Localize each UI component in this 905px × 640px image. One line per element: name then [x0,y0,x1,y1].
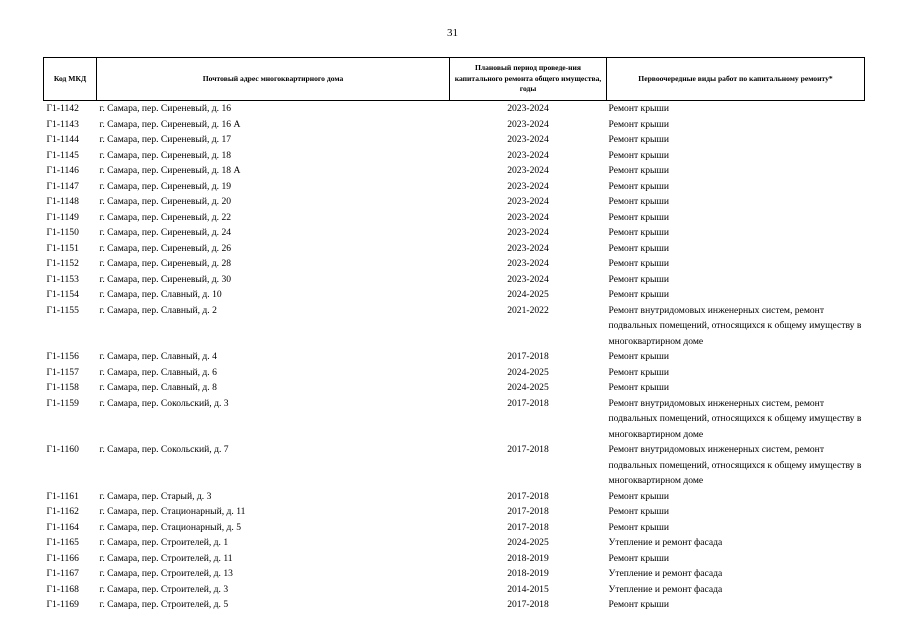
table-row [44,442,865,489]
row-works: Ремонт крыши [608,103,669,114]
table-row [44,148,865,164]
row-code: Г1-1148 [46,196,79,207]
row-works: Ремонт внутридомовых инженерных систем, ремонт подвальных помещений, относящихся к общему имуществу в многоквартирном доме [608,304,862,347]
row-period: 2017-2018 [507,397,549,409]
row-code: Г1-1169 [46,599,79,610]
row-address: г. Самара, пер. Сиреневый, д. 28 [99,258,232,269]
table-row [44,117,865,133]
row-works: Ремонт крыши [608,196,669,207]
row-works: Утепление и ремонт фасада [608,583,723,595]
table-row [44,101,865,117]
table-row [44,179,865,195]
row-code: Г1-1157 [46,366,79,378]
row-works: Ремонт крыши [608,211,669,223]
row-period: 2024-2025 [507,382,549,393]
row-code: Г1-1166 [46,552,79,564]
table-body [44,101,865,613]
row-address: г. Самара, пер. Сиреневый, д. 30 [99,273,232,285]
capital-repair-table [43,57,865,613]
row-period: 2014-2015 [507,583,549,595]
row-period: 2017-2018 [507,490,549,502]
table-row [44,504,865,520]
row-address: г. Самара, пер. Строителей, д. 5 [99,599,229,610]
row-code: Г1-1159 [46,397,79,409]
row-period: 2018-2019 [507,568,549,579]
row-code: Г1-1164 [46,521,79,533]
row-period: 2023-2024 [507,242,549,254]
row-period: 2023-2024 [507,118,549,130]
row-code: Г1-1152 [46,258,79,269]
row-code: Г1-1168 [46,583,79,595]
row-works: Ремонт крыши [608,134,669,145]
row-address: г. Самара, пер. Сиреневый, д. 22 [99,211,232,223]
row-address: г. Самара, пер. Славный, д. 10 [99,289,222,300]
row-address: г. Самара, пер. Славный, д. 6 [99,366,217,378]
row-code: Г1-1150 [46,227,79,238]
row-period: 2021-2022 [507,304,549,316]
row-works: Ремонт крыши [608,165,669,176]
row-code: Г1-1167 [46,568,79,579]
table-row [44,489,865,505]
table-row [44,241,865,257]
row-address: г. Самара, пер. Сиреневый, д. 16 А [99,118,241,130]
row-period: 2023-2024 [507,149,549,161]
table-row [44,597,865,613]
row-works: Ремонт крыши [608,258,669,269]
row-works: Ремонт крыши [608,552,669,564]
table-row [44,520,865,536]
row-works: Утепление и ремонт фасада [608,568,723,579]
row-works: Ремонт крыши [608,149,669,161]
row-works: Утепление и ремонт фасада [608,537,723,548]
header-address: Почтовый адрес многоквартирного дома [97,58,450,101]
row-period: 2023-2024 [507,211,549,223]
row-period: 2017-2018 [507,599,549,610]
row-address: г. Самара, пер. Сиреневый, д. 18 [99,149,232,161]
row-address: г. Самара, пер. Сиреневый, д. 17 [99,134,232,145]
table-row [44,349,865,365]
row-period: 2023-2024 [507,134,549,145]
row-address: г. Самара, пер. Строителей, д. 13 [99,568,233,579]
row-code: Г1-1160 [46,444,79,455]
row-works: Ремонт крыши [608,599,669,610]
row-period: 2023-2024 [507,196,549,207]
row-code: Г1-1153 [46,273,79,285]
table-row [44,303,865,350]
row-works: Ремонт крыши [608,289,669,300]
page-number: 31 [447,27,458,39]
row-address: г. Самара, пер. Сиреневый, д. 18 А [99,165,241,176]
table-row [44,582,865,598]
row-period: 2024-2025 [507,289,549,300]
row-address: г. Самара, пер. Славный, д. 8 [99,382,217,393]
row-period: 2023-2024 [507,227,549,238]
row-code: Г1-1158 [46,382,79,393]
row-code: Г1-1142 [46,103,79,114]
row-works: Ремонт крыши [608,521,669,533]
row-period: 2023-2024 [507,258,549,269]
row-address: г. Самара, пер. Сиреневый, д. 20 [99,196,232,207]
table-row [44,272,865,288]
table-row [44,287,865,303]
row-code: Г1-1149 [46,211,79,223]
row-code: Г1-1145 [46,149,79,161]
table-row [44,365,865,381]
row-address: г. Самара, пер. Стационарный, д. 5 [99,521,241,533]
header-works: Первоочередные виды работ по капитальному ремонту* [607,58,865,101]
table-row [44,194,865,210]
row-period: 2024-2025 [507,537,549,548]
table-row [44,163,865,179]
row-address: г. Самара, пер. Строителей, д. 11 [99,552,233,564]
table-row [44,566,865,582]
row-period: 2024-2025 [507,366,549,378]
row-works: Ремонт крыши [608,366,669,378]
row-period: 2023-2024 [507,180,549,192]
row-code: Г1-1151 [46,242,79,254]
row-address: г. Самара, пер. Сиреневый, д. 16 [99,103,232,114]
row-address: г. Самара, пер. Славный, д. 4 [99,351,217,362]
row-address: г. Самара, пер. Стационарный, д. 11 [99,506,246,517]
row-code: Г1-1154 [46,289,79,300]
row-period: 2023-2024 [507,165,549,176]
row-address: г. Самара, пер. Сокольский, д. 3 [99,397,229,409]
row-period: 2023-2024 [507,273,549,285]
row-code: Г1-1165 [46,537,79,548]
row-works: Ремонт внутридомовых инженерных систем, ремонт подвальных помещений, относящихся к общему имуществу в многоквартирном доме [608,397,862,440]
row-works: Ремонт крыши [608,382,669,393]
row-works: Ремонт крыши [608,242,669,254]
row-period: 2017-2018 [507,506,549,517]
row-works: Ремонт крыши [608,490,669,502]
row-works: Ремонт крыши [608,180,669,192]
row-works: Ремонт крыши [608,118,669,130]
row-code: Г1-1143 [46,118,79,130]
row-period: 2017-2018 [507,351,549,362]
table-row [44,225,865,241]
row-address: г. Самара, пер. Славный, д. 2 [99,304,217,316]
row-code: Г1-1162 [46,506,79,517]
row-code: Г1-1146 [46,165,79,176]
header-period: Плановый период проведе-ния капитального ремонта общего имущества, годы [450,58,607,101]
row-works: Ремонт крыши [608,351,669,362]
row-works: Ремонт внутридомовых инженерных систем, ремонт подвальных помещений, относящихся к общему имуществу в многоквартирном доме [608,444,862,486]
table-row [44,256,865,272]
row-address: г. Самара, пер. Сокольский, д. 7 [99,444,229,455]
table-row [44,380,865,396]
row-address: г. Самара, пер. Сиреневый, д. 19 [99,180,232,192]
row-code: Г1-1156 [46,351,79,362]
row-code: Г1-1155 [46,304,79,316]
header-code: Код МКД [44,58,97,101]
row-address: г. Самара, пер. Строителей, д. 1 [99,537,229,548]
row-address: г. Самара, пер. Сиреневый, д. 26 [99,242,232,254]
row-works: Ремонт крыши [608,506,669,517]
row-works: Ремонт крыши [608,227,669,238]
table-row [44,396,865,443]
row-code: Г1-1161 [46,490,79,502]
row-address: г. Самара, пер. Старый, д. 3 [99,490,212,502]
table-header-row [44,58,865,101]
table-row [44,551,865,567]
row-code: Г1-1147 [46,180,79,192]
table-row [44,535,865,551]
row-period: 2017-2018 [507,521,549,533]
row-code: Г1-1144 [46,134,79,145]
table-row [44,210,865,226]
row-works: Ремонт крыши [608,273,669,285]
row-address: г. Самара, пер. Строителей, д. 3 [99,583,229,595]
row-period: 2017-2018 [507,444,549,455]
table-row [44,132,865,148]
row-address: г. Самара, пер. Сиреневый, д. 24 [99,227,232,238]
row-period: 2018-2019 [507,552,549,564]
row-period: 2023-2024 [507,103,549,114]
